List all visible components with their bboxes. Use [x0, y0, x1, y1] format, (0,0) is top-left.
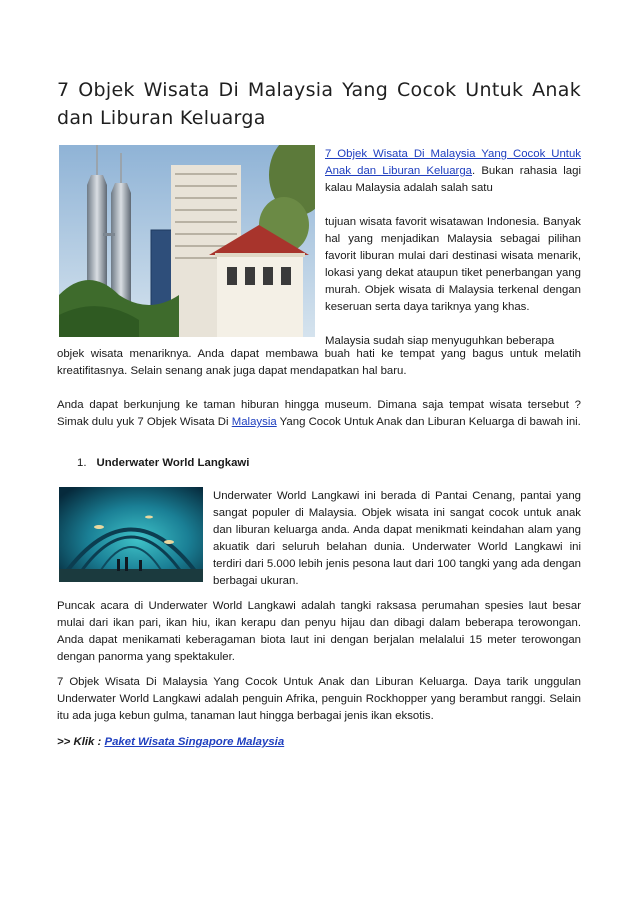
underwater-paragraph-2: Puncak acara di Underwater World Langkawi adalah tangki raksasa perumahan spesies laut besar mulai dari ikan pari, ikan hiu, ikan kerapu dan penyu hijau dan dibagi dalam beberapa terowongan. Anda dapat menikamati keberagaman biota laut ini dengan berjalan melalalui 15 meter terowongan dengan panorma yang spektakuler.	[57, 600, 581, 663]
underwater-tunnel-photo	[59, 487, 203, 582]
intro-text: . Bukan rahasia lagi kalau Malaysia adalah salah satu	[325, 165, 582, 194]
malaysia-city-photo	[59, 145, 315, 337]
list-number: 1.	[77, 457, 87, 469]
underwater-description-column	[213, 488, 581, 590]
intro-paragraph-3-start: Malaysia sudah siap menyuguhkan beberapa	[325, 335, 555, 347]
list-heading-text: Underwater World Langkawi	[96, 457, 250, 469]
article-title-link[interactable]: 7 Objek Wisata Di Malaysia Yang Cocok Untuk Anak dan Liburan Keluarga	[325, 148, 581, 177]
list-item-heading	[77, 457, 249, 469]
intro-paragraph-3-continued: objek wisata menariknya. Anda dapat membawa buah hati ke tempat yang bagus untuk melatih kreatifitasnya. Selain senang anak juga dapat mendapatkan hal baru.	[57, 348, 581, 377]
underwater-paragraph-3: 7 Objek Wisata Di Malaysia Yang Cocok Untuk Anak dan Liburan Keluarga. Daya tarik unggulan Underwater World Langkawi adalah penguin Afrika, penguin Rockhopper yang berambut ranggi. Selain itu ada juga kebun gulma, tanaman laut hingga berbagai jenis ikan eksotis.	[57, 676, 581, 722]
paragraph-4	[57, 397, 581, 431]
paragraph-4-text-end: Yang Cocok Untuk Anak dan Liburan Keluarga di bawah ini.	[276, 416, 581, 428]
intro-column	[325, 146, 581, 350]
paragraph-4-text: Anda dapat berkunjung ke taman hiburan hingga museum. Dimana saja tempat wisata tersebut ? Simak dulu yuk 7 Objek Wisata Di	[57, 399, 581, 428]
malaysia-link[interactable]: Malaysia	[231, 416, 277, 428]
klik-line	[57, 736, 284, 748]
klik-prefix: >> Klik :	[57, 736, 105, 748]
intro-paragraph-1	[325, 146, 581, 197]
underwater-paragraph-1: Underwater World Langkawi ini berada di Pantai Cenang, pantai yang sangat populer di Malaysia. Objek wisata ini sangat cocok untuk anak dan liburan keluarga anda. Anda dapat menikmati keindahan alam yang akuatik dari seluruh belahan dunia. Underwater World Langkawi ini terdiri dari 5.000 lebih jenis pesona laut dari 100 tangki yang ada dengan berbagai ukuran.	[213, 490, 581, 587]
article-title: 7 Objek Wisata Di Malaysia Yang Cocok Untuk Anak dan Liburan Keluarga	[57, 79, 581, 129]
intro-paragraph-2: tujuan wisata favorit wisatawan Indonesia. Banyak hal yang menjadikan Malaysia sebagai pilihan favorit liburan mulai dari destinasi wisata menarik, lokasi yang dekat ataupun tiket penerbangan yang murah. Objek wisata di Malaysia terkenal dengan keseruan serta daya tariknya yang khas.	[325, 216, 581, 313]
paket-wisata-link[interactable]: Paket Wisata Singapore Malaysia	[104, 736, 285, 748]
